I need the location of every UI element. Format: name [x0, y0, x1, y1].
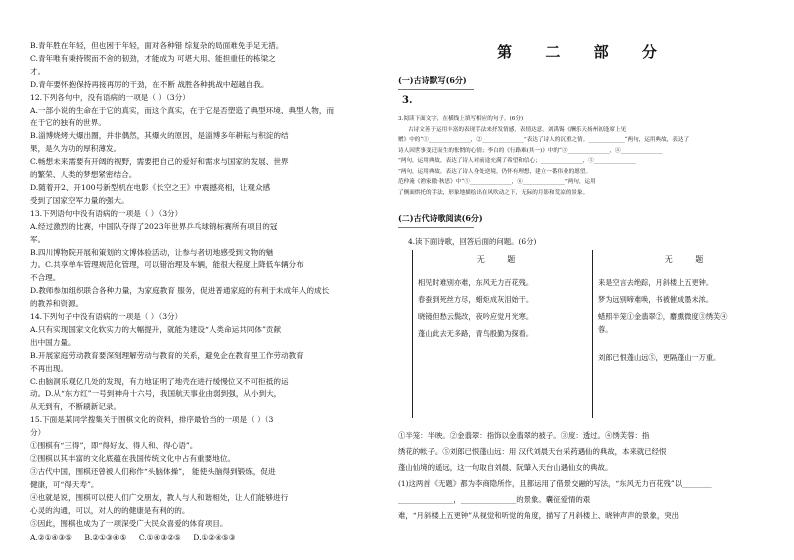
text-line: ③古代中国，围棋还曾被人们称作“头脑体操”， 能使头脑得到锻炼，促进	[30, 466, 276, 476]
text-line: 不再出现。	[30, 363, 68, 373]
poem-1-title: 无 题	[476, 255, 526, 264]
text-line: 14.下列句子中没有语病的一项是（ ）（3分）	[30, 312, 183, 322]
text-line: A.一部小说的生命在于它的真实，而这个真实，在于它是否塑造了典型环境、典型人物，而	[30, 105, 335, 115]
text-line: 动。D.从“东方红”一号到神舟十六号，我国航天事业由弱到强，从小到大，	[30, 389, 282, 399]
text-line: 梦为远别啼难唤，书被催成墨未浓。	[598, 295, 714, 304]
text-line: (1)这两首《无题》都为李商隐所作，且都运用了借景交融的写法，“东风无力百花残”以________	[398, 479, 712, 488]
text-line: 绣花的帐子。⑤刘郎已恨蓬山远：用 汉代刘晨天台采药遇仙的典故，本来就已经恨	[398, 447, 667, 456]
text-line: C.由脑洞乐观亿几处的发现，有力地证明了地壳在进行缓慢位又不可拒抵的运	[30, 376, 289, 386]
text-line: 范仲淹《渔家傲·秋思》中“⑤_______________，⑥_______________”两句，运用	[398, 179, 596, 185]
text-line: 分）	[30, 428, 46, 438]
option-b: B.②①③④⑤	[84, 533, 127, 543]
text-line: 12.下列各句中，没有语病的一项是（ ）（3分）	[30, 92, 190, 102]
poem-notes-and-question	[398, 428, 770, 524]
section-title-poetry-reading: (二)古代诗歌阅读(6分)	[398, 213, 483, 223]
text-line: 3.阅读下面文字，在横线上填写相应的句子。(6分)	[398, 116, 524, 122]
right-column	[398, 40, 770, 524]
text-line: 力。C.共享单车管理规范化管理，可以错治理及车辆，能很大程度上降低车辆分布	[30, 260, 304, 270]
text-line: 了侧面烘托的手法，形象地描绘出在风吹动之下，无际的月影和荒凉的景象。	[398, 189, 589, 196]
question-number-3: 3.	[402, 95, 413, 106]
text-line: D.教师参加组织联合各种力量，为家庭教育 服务，促进普通家庭的有利于未成年人的成长	[30, 286, 330, 296]
text-line: 军。	[30, 234, 46, 244]
text-line: 蓬山仙境的遥远，这一句取自刘晨、阮肇入天台山遇仙女的典故。	[398, 463, 613, 472]
text-line: 的教养和资源。	[30, 299, 84, 309]
text-line: D.随着开2、开100号新型机在电影《长空之王》中震撼亮相，让观众感	[30, 182, 271, 192]
text-line: 心灵的沟通，可以，对人的的健康是有利的的。	[30, 505, 190, 515]
question-text-block	[30, 40, 382, 530]
poem-question: 4.读下面诗歌，回答后面的问题。(6分)	[408, 237, 537, 246]
option-c: C.①④③②⑤	[138, 533, 181, 543]
text-line: 的繁荣、人类的梦想紧密结合。	[30, 170, 137, 180]
text-line: 从无到有，不断刷新记录。	[30, 402, 122, 412]
poem-2-body	[598, 274, 780, 366]
text-line: 赠》中的“①_______________，②_______________”表达了诗人的沉重之情。_____________“两句，运用典故，表达了	[398, 137, 690, 143]
vertical-rule	[412, 250, 413, 418]
answer-options	[30, 532, 382, 545]
poem-1	[418, 254, 584, 342]
text-line: 诗人因世事变迁而生的怅惘的心情；李白的《行路难(其一)》中的“③_______________，④_______________	[398, 147, 663, 154]
left-column	[30, 40, 382, 545]
poems-box	[412, 250, 770, 428]
poem-2-title: 无 题	[664, 255, 714, 264]
text-line: 出中国力量。	[30, 337, 76, 347]
text-line: 13.下列语句中没有语病的一项是（ ）（3分）	[30, 208, 183, 218]
poem-1-body	[418, 274, 584, 342]
text-line: ①半笼：半映。②金翡翠：指饰以金翡翠的被子。③度：透过。④绣芙蓉：指	[398, 431, 650, 440]
text-line: ①围棋有“三得”，即“得好友、得人和、得心语”。	[30, 441, 198, 451]
text-line: _______________，_______________的景象。囊征爱情的艰	[398, 495, 591, 504]
text-line: C.畅想未来需要有开阔的视野，需要把自己的爱好和需求与国家的发展、世界	[30, 157, 289, 167]
text-line: 才。	[30, 66, 46, 76]
option-d: D.①②④⑤③	[193, 533, 236, 543]
part-title: 第 二 部 分	[497, 43, 671, 61]
section-divider	[398, 227, 474, 228]
text-line: D.青年要怀抱保持再接再厉的干劲，在不断 战胜各种挑战中超越自我。	[30, 79, 269, 89]
text-line: 蜡照半笼①金翡翠②，麝熏微度③绣芙④	[598, 312, 728, 321]
text-line: B.四川博物院开展和策划的文博体验活动，让参与者切地感受到文物的魅	[30, 247, 274, 257]
text-line: 15.下面是某同学搜集关于围棋文化的资料，排序最恰当的一项是（ ）（3	[30, 415, 274, 425]
text-line: 蓉。	[598, 325, 613, 334]
text-line: C.青年唯有秉持锲而不舍的韧劲，才能成为 可堪大用、能担重任的栋梁之	[30, 53, 276, 63]
text-line: 晓镜但愁云鬓改，夜吟应觉月光寒。	[418, 312, 534, 321]
text-line: 相见时难别亦难，东风无力百花残。	[418, 278, 534, 287]
text-line: 古诗文善于运用丰富的表现手法来抒发情感，表情达意。刘禹锡《酬乐天扬州初逢席上见	[408, 126, 627, 133]
text-line: 难，“月斜楼上五更钟”从视觉和听觉的角度，描写了月斜楼上、晓钟声声的景象，突出	[398, 511, 680, 520]
text-line: A.只有实现国家文化软实力的大幅提升，就能为建设“人类命运共同体”贡献	[30, 324, 282, 334]
text-line: 不合理。	[30, 273, 61, 283]
text-line: B.淄博烧烤大爆出圈，并非偶然，其爆火的原因，是淄博多年耕耘与积淀的结	[30, 131, 289, 141]
text-line: ”两句，运用典故，表达了诗人对前途充满了希望和信心；_______________，⑤_______________	[398, 158, 636, 164]
text-line: ”两句，运用典故，表达了诗人身处逆境，仍怀有理想，建立一番伟业的愿望。	[398, 168, 592, 175]
text-line: A.经过激烈的比赛，中国队夺得了2023年世界乒乓球锦标赛所有项目的冠	[30, 221, 278, 231]
text-line: 春蚕到死丝方尽，蜡炬成灰泪始干。	[418, 295, 534, 304]
text-line: ④也就是说，围棋可以使人们广交朋友，教人与人和谐相处，让人们能够进行	[30, 492, 289, 502]
text-line: 健康，可“得天寿”。	[30, 479, 99, 489]
section-divider	[398, 89, 474, 90]
text-line: ②围棋以其丰富的文化底蕴在我国传统文化中占有重要地位。	[30, 454, 236, 463]
poem-2	[598, 254, 780, 366]
text-line: 来是空言去绝踪，月斜楼上五更钟。	[598, 278, 714, 287]
text-line: 在于它的独有的世界。	[30, 118, 106, 128]
text-line: 蓬山此去无多路，青鸟殷勤为探看。	[418, 329, 534, 338]
section-title-poetry-dictation: (一)古诗默写(6分)	[398, 75, 467, 85]
vertical-rule	[592, 250, 593, 418]
text-line: 受到了国家空军力量的强大。	[30, 195, 129, 205]
question-3-text	[398, 114, 770, 198]
text-line: 刘郎已恨蓬山远⑤，更隔蓬山一万重。	[598, 353, 721, 362]
text-line: B.开展家庭劳动教育要深刻理解劳动与教育的关系，避免企在教育里工作劳动教育	[30, 350, 304, 360]
text-line: 果，是久为功的厚积薄发。	[30, 144, 122, 154]
text-line: ⑤因此，围棋也成为了一项深受广大民众喜爱的体育项目。	[30, 518, 228, 528]
option-a: A.②①④③⑤	[30, 533, 72, 543]
text-line: B.青年胜在年轻，但也困于年轻，面对各种错 综复杂的局面难免手足无措。	[30, 41, 284, 50]
